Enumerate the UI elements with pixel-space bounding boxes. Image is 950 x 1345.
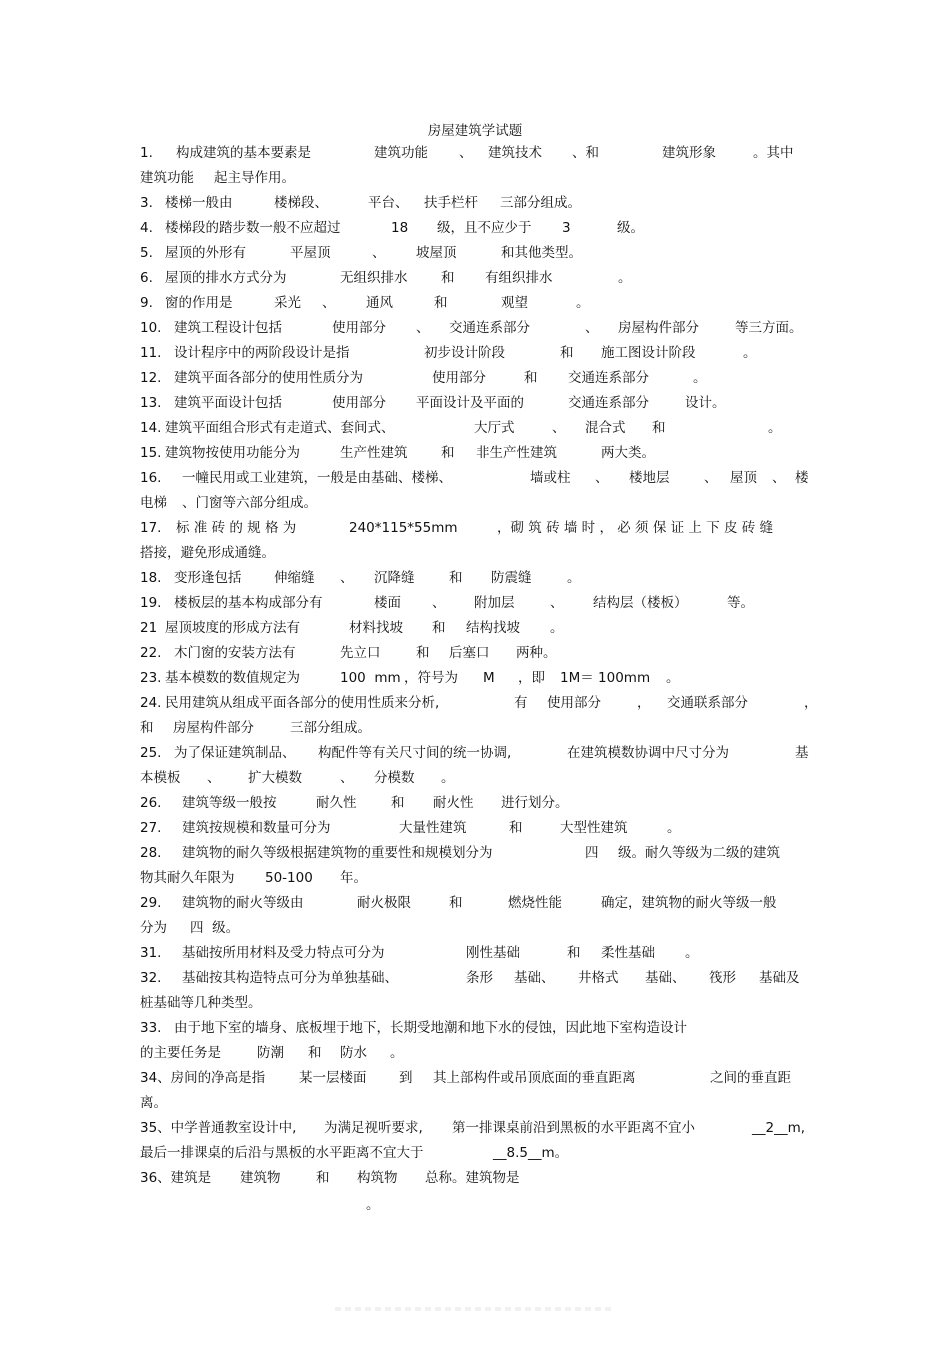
text-segment: 16. [140,470,162,486]
text-segment: 混合式 [585,420,626,436]
text-segment: 构成建筑的基本要素是 [176,145,311,161]
text-segment: 年。 [340,870,367,886]
text-segment: 建筑平面设计包括 [174,395,282,411]
text-segment: 18. [140,570,162,586]
text-segment: 。 [685,945,699,961]
text-segment: 等。 [727,595,754,611]
text-segment: 确定，建筑物的耐火等级一般 [601,895,777,911]
text-segment: 和 [316,1170,330,1186]
text-segment: 本模板 [140,770,181,786]
text-segment: 一幢民用或工业建筑，一般是由基础、楼梯、 [182,470,452,486]
text-segment: 楼地层 [629,470,670,486]
text-segment: 3 [562,220,571,236]
text-segment: 屋顶 [730,470,757,486]
text-segment: 36、建筑是 [140,1170,212,1186]
text-segment: 和 [524,370,538,386]
text-segment: 和 [560,345,574,361]
text-segment: 施工图设计阶段 [601,345,696,361]
text-segment: 耐火极限 [357,895,411,911]
text-segment: 1M＝ 100mm [560,670,651,686]
text-segment: 初步设计阶段 [424,345,505,361]
text-segment: 平台、 [368,195,409,211]
text-segment: 分为 [140,920,167,936]
text-segment: 。 [576,295,590,311]
text-segment: 建筑物按使用功能分为 [165,445,300,461]
text-segment: 9. [140,295,153,311]
text-segment: 、 [416,320,430,336]
text-segment: 和 [441,270,455,286]
text-segment: 、 [372,245,386,261]
text-segment: 50-100 [265,870,313,886]
text-segment: 使用部分 [547,695,601,711]
text-segment: 。其中 [753,145,794,161]
text-segment: 4. [140,220,153,236]
text-segment: 楼 [795,470,809,486]
text-segment: 和 [449,570,463,586]
text-segment: 屋顶坡度的形成方法有 [165,620,300,636]
text-segment: 设计程序中的两阶段设计是指 [174,345,350,361]
text-segment: 进行划分。 [501,795,569,811]
text-segment: 建筑平面各部分的使用性质分为 [174,370,363,386]
text-segment: 采光 [274,295,301,311]
text-segment: 观望 [501,295,528,311]
text-segment: 3. [140,195,153,211]
text-segment: 。 [693,370,707,386]
text-segment: 筏形 [709,970,736,986]
text-segment: 耐火性 [433,795,474,811]
text-segment: 、 [550,595,564,611]
text-segment: 两种。 [516,645,557,661]
text-segment: 桩基础等几种类型。 [140,995,262,1011]
text-segment: 结构层（楼板） [593,595,688,611]
text-segment: 有 [514,695,528,711]
text-segment: 刚性基础 [466,945,520,961]
text-segment: 建筑形象 [662,145,716,161]
text-segment: 建筑工程设计包括 [174,320,282,336]
text-segment: 窗的作用是 [165,295,233,311]
text-segment: 、 [704,470,718,486]
text-segment: 楼梯段的踏步数一般不应超过 [165,220,341,236]
text-segment: 大量性建筑 [399,820,467,836]
text-segment: 非生产性建筑 [476,445,557,461]
text-segment: 和 [567,945,581,961]
text-segment: 井格式 [578,970,619,986]
text-segment: 有组织排水 [485,270,553,286]
text-segment: 交通连系部分 [449,320,530,336]
text-segment: 26. [140,795,162,811]
text-segment: 100 mm [340,670,401,686]
text-segment: 使用部分 [432,370,486,386]
text-segment: 和 [308,1045,322,1061]
text-segment: 级，且不应少于 [437,220,532,236]
text-segment: ， [804,695,818,711]
text-segment: 、 [772,470,786,486]
text-segment: 构筑物 [357,1170,398,1186]
text-segment: 和 [391,795,405,811]
text-segment: 、门窗等六部分组成。 [182,495,317,511]
text-segment: 15. [140,445,162,461]
text-segment: 、 [432,595,446,611]
text-segment: 到 [399,1070,413,1086]
text-segment: 19. [140,595,162,611]
text-segment: 和 [140,720,154,736]
text-segment: 房屋构件部分 [618,320,699,336]
text-segment: ，砌 筑 砖 墙 时 ， 必 须 保 证 上 下 皮 砖 缝 [497,520,774,536]
text-segment: 5. [140,245,153,261]
text-segment: 分模数 [374,770,415,786]
text-segment: 和 [416,645,430,661]
text-segment: 。 [550,620,564,636]
text-segment: 柔性基础 [601,945,655,961]
text-segment: 和 [432,620,446,636]
text-segment: 总称。建筑物是 [425,1170,520,1186]
text-segment: 、 [340,770,354,786]
text-segment: 13. [140,395,162,411]
text-segment: 交通连系部分 [568,370,649,386]
text-segment: 29. [140,895,162,911]
text-segment: 起主导作用。 [214,170,295,186]
text-segment: 三部分组成。 [500,195,581,211]
text-segment: 基 [795,745,809,761]
text-segment: 22. [140,645,162,661]
text-segment: 房屋构件部分 [173,720,254,736]
text-segment: 屋顶的排水方式分为 [165,270,287,286]
text-segment: 防水 [340,1045,367,1061]
text-segment: 。 [390,1045,404,1061]
text-segment: 24. [140,695,162,711]
text-segment: 。 [666,670,680,686]
text-segment: 级。耐久等级为二级的建筑 [618,845,780,861]
text-segment: 最后一排课桌的后沿与黑板的水平距离不宜大于 [140,1145,424,1161]
text-segment: 27. [140,820,162,836]
text-segment: 建筑物的耐火等级由 [182,895,304,911]
text-segment: 扩大模数 [248,770,302,786]
text-segment: 楼板层的基本构成部分有 [174,595,323,611]
text-segment: 、 [552,420,566,436]
scan-artifact [335,1307,615,1311]
text-segment: 耐久性 [316,795,357,811]
text-segment: 物其耐久年限为 [140,870,235,886]
text-segment: 墙或柱 [530,470,571,486]
text-segment: 由于地下室的墙身、底板埋于地下，长期受地潮和地下水的侵蚀，因此地下室构造设计 [174,1020,687,1036]
text-segment: 6. [140,270,153,286]
text-segment: 燃烧性能 [508,895,562,911]
text-segment: 的主要任务是 [140,1045,221,1061]
text-segment: 防震缝 [491,570,532,586]
text-segment: 大型性建筑 [560,820,628,836]
text-segment: 。 [618,270,632,286]
text-segment: 基础、 [645,970,686,986]
text-segment: 坡屋顶 [416,245,457,261]
text-segment: 四 [585,845,599,861]
text-segment: 。 [768,420,782,436]
text-segment: 、 [459,145,473,161]
text-segment: 建筑物 [240,1170,281,1186]
text-segment: 和 [509,820,523,836]
text-segment: 、 [340,570,354,586]
text-segment: 。 [366,1197,380,1213]
text-segment: 和 [449,895,463,911]
text-segment: 材料找坡 [349,620,403,636]
text-segment: 屋顶的外形有 [165,245,246,261]
text-segment: 、 [207,770,221,786]
text-segment: 。 [667,820,681,836]
text-segment: 大厅式 [474,420,515,436]
text-segment: 建筑物的耐久等级根据建筑物的重要性和规模划分为 [182,845,493,861]
text-segment: 后塞口 [449,645,490,661]
text-segment: 标 准 砖 的 规 格 为 [176,520,297,536]
text-segment: 附加层 [474,595,515,611]
text-segment: 其上部构件或吊顶底面的垂直距离 [433,1070,636,1086]
text-segment: 、和 [572,145,599,161]
text-segment: 21 [140,620,158,636]
text-segment: 12. [140,370,162,386]
text-segment: 基础及 [759,970,800,986]
text-segment: 先立口 [340,645,381,661]
text-segment: __8.5__m。 [493,1145,569,1161]
text-segment: 之间的垂直距 [710,1070,791,1086]
text-segment: 17. [140,520,162,536]
text-segment: 23. [140,670,162,686]
text-segment: M [483,670,495,686]
text-segment: 交通联系部分 [667,695,748,711]
text-segment: 基础、 [514,970,555,986]
text-segment: 三部分组成。 [290,720,371,736]
text-segment: 伸缩缝 [274,570,315,586]
text-segment: 31. [140,945,162,961]
text-segment: 11. [140,345,162,361]
text-segment: 。 [567,570,581,586]
text-segment: 平屋顶 [290,245,331,261]
text-segment: 和 [434,295,448,311]
text-segment: 33. [140,1020,162,1036]
text-segment: 和 [652,420,666,436]
text-segment: 35、中学普通教室设计中, [140,1120,297,1136]
text-segment: 建筑功能 [374,145,428,161]
text-segment: 级。 [617,220,644,236]
text-segment: 搭接，避免形成通缝。 [140,545,275,561]
text-segment: ， [637,695,651,711]
text-segment: 14. [140,420,162,436]
text-segment: 10. [140,320,162,336]
text-segment: 34、房间的净高是指 [140,1070,266,1086]
text-segment: 无组织排水 [340,270,408,286]
text-segment: 为了保证建筑制品、 [174,745,296,761]
text-segment: 四 级。 [190,920,240,936]
text-segment: 28. [140,845,162,861]
text-segment: 条形 [466,970,493,986]
text-segment: 使用部分 [332,320,386,336]
text-segment: 交通连系部分 [568,395,649,411]
text-segment: 为满足视听要求, [324,1120,423,1136]
text-segment: 离。 [140,1095,167,1111]
text-segment: 第一排课桌前沿到黑板的水平距离不宜小 [452,1120,695,1136]
text-segment: 。 [743,345,757,361]
text-segment: 、 [322,295,336,311]
text-segment: 、 [595,470,609,486]
text-segment: 基础按其构造特点可分为单独基础、 [182,970,398,986]
text-segment: 建筑功能 [140,170,194,186]
text-segment: 电梯 [140,495,167,511]
text-segment: 18 [391,220,409,236]
text-segment: 240*115*55mm [349,520,458,536]
text-segment: 某一层楼面 [299,1070,367,1086]
text-segment: 木门窗的安装方法有 [174,645,296,661]
text-segment: 民用建筑从组成平面各部分的使用性质来分析, [165,695,440,711]
text-segment: 25. [140,745,162,761]
text-segment: 两大类。 [601,445,655,461]
text-segment: 结构找坡 [466,620,520,636]
text-segment: 沉降缝 [374,570,415,586]
text-segment: 。 [441,770,455,786]
text-segment: 等三方面。 [735,320,803,336]
text-segment: 扶手栏杆 [424,195,478,211]
text-segment: 楼梯段、 [274,195,328,211]
text-segment: 和其他类型。 [501,245,582,261]
document-title: 房屋建筑学试题 [427,123,523,139]
text-segment: ，即 [518,670,545,686]
text-segment: 平面设计及平面的 [416,395,524,411]
text-segment: 变形逢包括 [174,570,242,586]
text-segment: 32. [140,970,162,986]
text-segment: ，符号为 [404,670,458,686]
text-segment: 建筑平面组合形式有走道式、套间式、 [165,420,395,436]
text-segment: 和 [441,445,455,461]
text-segment: 通风 [366,295,393,311]
text-segment: 1. [140,145,153,161]
text-segment: 楼梯一般由 [165,195,233,211]
text-segment: 楼面 [374,595,401,611]
text-segment: 防潮 [257,1045,284,1061]
text-segment: 生产性建筑 [340,445,408,461]
text-segment: 、 [585,320,599,336]
text-segment: 构配件等有关尺寸间的统一协调, [318,745,512,761]
text-segment: 使用部分 [332,395,386,411]
text-segment: 建筑技术 [488,145,542,161]
text-segment: 建筑按规模和数量可分为 [182,820,331,836]
text-segment: 建筑等级一般按 [182,795,277,811]
text-segment: 基础按所用材料及受力特点可分为 [182,945,385,961]
text-segment: 基本模数的数值规定为 [165,670,300,686]
text-segment: __2__m, [752,1120,806,1136]
text-segment: 设计。 [685,395,726,411]
text-segment: 在建筑模数协调中尺寸分为 [567,745,729,761]
